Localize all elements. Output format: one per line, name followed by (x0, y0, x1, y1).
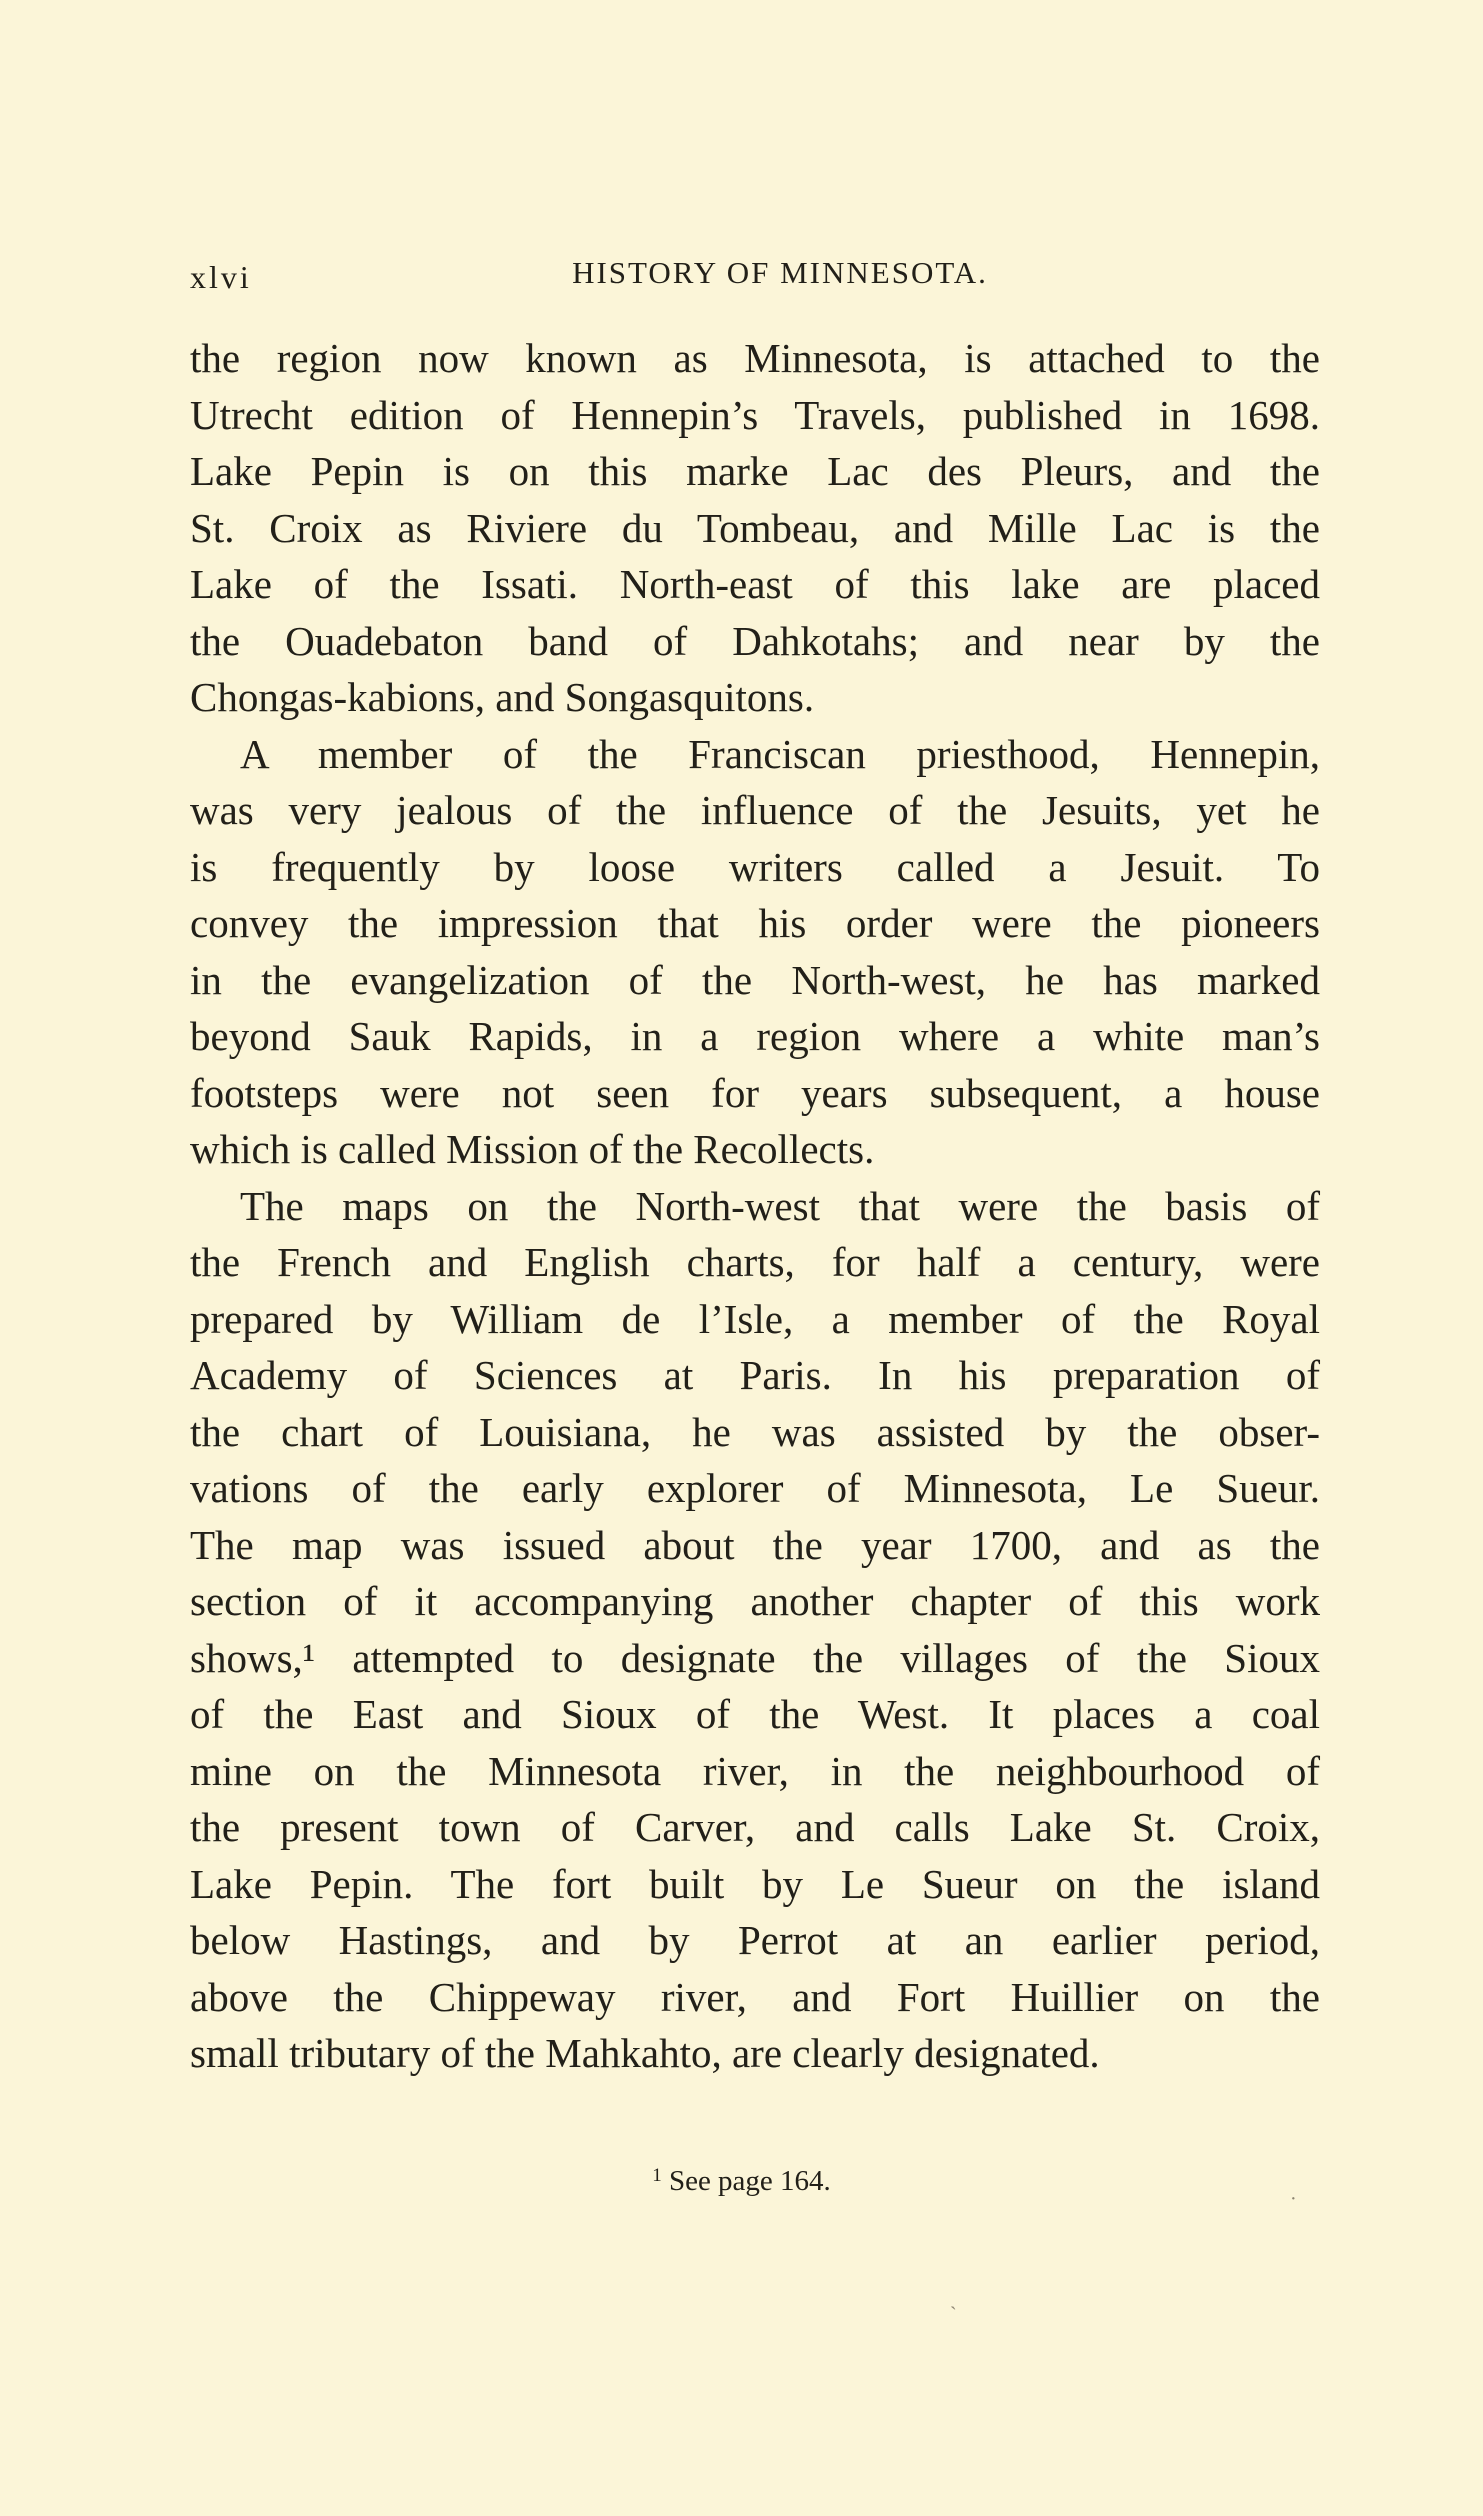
text-line: prepared by William de l’Isle, a member of the Royal (190, 1295, 1320, 1342)
text-line: footsteps were not seen for years subsequent, a house (190, 1069, 1320, 1116)
text-line: St. Croix as Riviere du Tombeau, and Mille Lac is the (190, 504, 1320, 551)
text-line: which is called Mission of the Recollects. (190, 1126, 875, 1172)
text-line: Lake Pepin. The fort built by Le Sueur on the island (190, 1860, 1320, 1907)
text-line: The maps on the North-west that were the basis of (240, 1182, 1320, 1229)
text-line: the chart of Louisiana, he was assisted by the obser- (190, 1408, 1320, 1455)
footnote (0, 2165, 1483, 2198)
text-line: the French and English charts, for half a century, were (190, 1239, 1320, 1285)
page-number: xlvi (190, 259, 252, 295)
text-line: in the evangelization of the North-west, he has marked (190, 956, 1320, 1003)
running-title: HISTORY OF MINNESOTA. (572, 255, 988, 290)
body-text (190, 330, 1320, 2082)
text-line: Academy of Sciences at Paris. In his preparation of (190, 1352, 1320, 1398)
text-line: Chongas-kabions, and Songasquitons. (190, 674, 815, 720)
footnote-text: See page 164. (668, 2165, 831, 2197)
text-line: Lake Pepin is on this marke Lac des Pleurs, and the (190, 448, 1320, 494)
speck-mark: · (1290, 2188, 1297, 2210)
text-line: mine on the Minnesota river, in the neighbourhood of (190, 1747, 1320, 1794)
text-line: small tributary of the Mahkahto, are clearly designated. (190, 2030, 1100, 2076)
text-line: below Hastings, and by Perrot at an earlier period, (190, 1917, 1320, 1963)
running-head (190, 255, 1320, 305)
text-line: shows,¹ attempted to designate the villages of the Sioux (190, 1634, 1320, 1681)
text-line: the present town of Carver, and calls Lake St. Croix, (190, 1804, 1320, 1850)
text-line: is frequently by loose writers called a Jesuit. To (190, 843, 1320, 890)
text-line: convey the impression that his order were the pioneers (190, 900, 1320, 946)
footnote-marker: 1 (652, 2165, 662, 2186)
text-line: section of it accompanying another chapter of this work (190, 1578, 1320, 1624)
text-line: the Ouadebaton band of Dahkotahs; and near by the (190, 617, 1320, 664)
text-line: A member of the Franciscan priesthood, Hennepin, (240, 730, 1320, 777)
text-line: vations of the early explorer of Minnesota, Le Sueur. (190, 1465, 1320, 1511)
text-line: of the East and Sioux of the West. It places a coal (190, 1691, 1320, 1737)
text-line: The map was issued about the year 1700, and as the (190, 1521, 1320, 1568)
text-line: above the Chippeway river, and Fort Huillier on the (190, 1973, 1320, 2020)
text-line: Utrecht edition of Hennepin’s Travels, published in 1698. (190, 391, 1320, 438)
text-line: beyond Sauk Rapids, in a region where a white man’s (190, 1013, 1320, 1059)
speck-mark: ˏ (950, 2288, 957, 2310)
text-line: the region now known as Minnesota, is attached to the (190, 335, 1320, 381)
text-line: was very jealous of the influence of the Jesuits, yet he (190, 787, 1320, 833)
text-line: Lake of the Issati. North-east of this lake are placed (190, 561, 1320, 607)
